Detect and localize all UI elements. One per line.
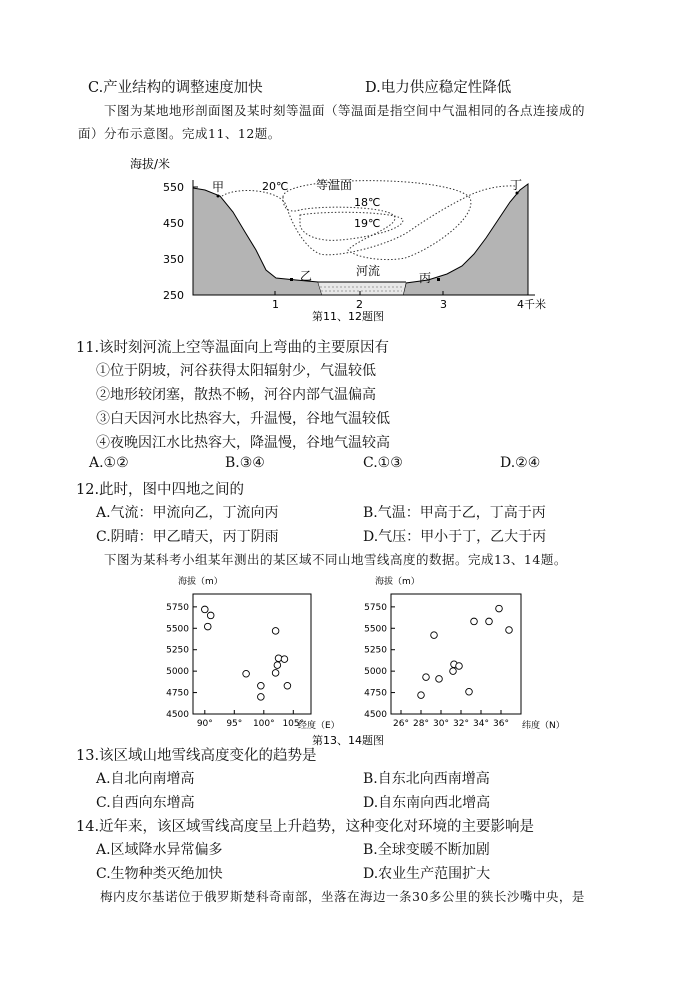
y-tick-label: 5250	[166, 645, 189, 656]
y-tick-label: 4500	[166, 710, 189, 720]
q13-option-c: C.自西向东增高	[96, 795, 195, 811]
isotherm-title-label: 等温面	[316, 178, 353, 192]
q11-option-d: D.②④	[500, 455, 541, 471]
point-bing-marker	[437, 278, 440, 281]
right-chart-xlabel: 纬度（N）	[522, 721, 565, 731]
option-c-prev: C.产业结构的调整速度加快	[88, 80, 263, 96]
y-tick-label: 550	[163, 181, 184, 194]
x-tick-label: 28°	[413, 719, 429, 729]
figure-2-caption: 第13、14题图	[312, 734, 384, 747]
q14-option-b: B.全球变暖不断加剧	[363, 842, 490, 858]
left-chart-ylabel: 海拔（m）	[178, 577, 223, 587]
y-tick-label: 450	[163, 217, 184, 230]
scatter-point	[456, 663, 463, 670]
question-11-stem: 11.该时刻河流上空等温面向上弯曲的主要原因有	[76, 340, 390, 356]
y-tick-label: 5000	[364, 667, 387, 678]
q13-option-b: B.自东北向西南增高	[363, 771, 490, 787]
point-ding-marker	[516, 192, 519, 195]
scatter-point	[258, 694, 265, 701]
scatter-point	[272, 670, 279, 677]
option-d-prev: D.电力供应稳定性降低	[365, 80, 512, 96]
right-chart-marks	[364, 603, 512, 729]
y-axis-label: 海拔/米	[130, 157, 171, 171]
scatter-point	[450, 668, 457, 675]
left-chart-marks	[166, 603, 304, 729]
q12-option-c: C.阴晴：甲乙晴天，丙丁阴雨	[96, 529, 279, 545]
scatter-point	[486, 618, 493, 625]
x-tick-label: 4千米	[517, 298, 546, 311]
y-tick-label: 350	[163, 253, 184, 266]
scatter-point	[258, 682, 265, 689]
scatter-point	[496, 605, 503, 612]
y-tick-label: 5750	[364, 602, 387, 613]
point-ding-label: 丁	[510, 178, 523, 192]
scatter-point	[274, 662, 281, 669]
y-tick-label: 4750	[364, 688, 387, 699]
question-14-stem: 14.近年来，该区域雪线高度呈上升趋势，这种变化对环境的主要影响是	[76, 819, 535, 835]
y-tick-label: 4500	[364, 710, 387, 720]
q14-option-d: D.农业生产范围扩大	[363, 866, 491, 882]
snowline-scatter-figure	[150, 568, 570, 750]
q13-option-a: A.自北向南增高	[96, 771, 195, 787]
scatter-point	[281, 656, 288, 663]
x-tick-label: 95°	[226, 719, 243, 729]
scatter-point	[204, 623, 211, 630]
x-tick-label: 100°	[252, 719, 275, 729]
q11-item-1: ①位于阴坡，河谷获得太阳辐射少，气温较低	[96, 363, 376, 379]
river-label: 河流	[356, 264, 381, 278]
x-tick-label: 3	[440, 298, 447, 311]
x-tick-label: 36°	[493, 719, 509, 729]
x-tick-label: 1	[272, 298, 279, 311]
q11-item-3: ③白天因河水比热容大，升温慢，谷地气温较低	[96, 411, 390, 427]
question-12-stem: 12.此时，图中四地之间的	[76, 482, 245, 498]
x-tick-label: 90°	[196, 719, 213, 729]
q14-option-c: C.生物种类灭绝加快	[96, 866, 223, 882]
y-tick-label: 5000	[166, 667, 189, 678]
scatter-point	[207, 612, 214, 619]
right-chart-ylabel: 海拔（m）	[375, 577, 420, 587]
isotherm-20-label: 20℃	[262, 180, 289, 193]
scatter-point	[418, 692, 425, 699]
isotherm-18-label: 18℃	[354, 196, 381, 209]
right-chart-frame	[391, 594, 521, 714]
q11-item-2: ②地形较闭塞，散热不畅，河谷内部气温偏高	[96, 387, 376, 403]
scatter-point	[506, 627, 513, 634]
q12-option-a: A.气流：甲流向乙，丁流向丙	[96, 505, 279, 521]
scatter-point	[243, 670, 250, 677]
scatter-point	[272, 628, 279, 635]
isotherm-19-label: 19℃	[354, 217, 381, 230]
q11-option-b: B.③④	[225, 455, 265, 471]
q12-option-d: D.气压：甲小于丁，乙大于丙	[363, 529, 547, 545]
x-tick-label: 34°	[473, 719, 489, 729]
point-bing-label: 丙	[419, 271, 432, 285]
question-13-stem: 13.该区域山地雪线高度变化的趋势是	[76, 748, 317, 764]
figure-1-caption: 第11、12题图	[312, 310, 384, 323]
q13-option-d: D.自东南向西北增高	[363, 795, 491, 811]
intro-text-1b: 面）分布示意图。完成11、12题。	[78, 126, 281, 141]
intro-text-1: 下图为某地地形剖面图及某时刻等温面（等温面是指空间中气温相同的各点连接成的	[104, 103, 586, 118]
scatter-point	[284, 682, 291, 689]
x-tick-label: 105°	[282, 719, 305, 729]
y-tick-label: 5750	[166, 602, 189, 613]
river-channel	[318, 282, 406, 295]
q11-option-c: C.①③	[363, 455, 403, 471]
q12-option-b: B.气温：甲高于乙，丁高于丙	[363, 505, 546, 521]
x-tick-label: 26°	[393, 719, 409, 729]
intro-text-2: 下图为某科考小组某年测出的某区域不同山地雪线高度的数据。完成13、14题。	[104, 552, 567, 567]
passage-next: 梅内皮尔基诺位于俄罗斯楚科奇南部，坐落在海边一条30多公里的狭长沙嘴中央，是	[100, 889, 585, 904]
scatter-point	[431, 632, 438, 639]
q11-item-4: ④夜晚因江水比热容大，降温慢，谷地气温较高	[96, 435, 390, 451]
point-yi-marker	[290, 278, 293, 281]
y-tick-label: 5500	[364, 624, 387, 635]
x-tick-label: 2	[356, 298, 363, 311]
scatter-point	[466, 688, 473, 695]
y-tick-label: 5500	[166, 624, 189, 635]
point-yi-label: 乙	[300, 269, 313, 283]
left-chart-xlabel: 经度（E）	[298, 721, 340, 731]
scatter-point	[202, 606, 209, 613]
x-tick-label: 32°	[453, 719, 469, 729]
scatter-point	[423, 674, 430, 681]
point-jia-marker	[217, 195, 220, 198]
q11-option-a: A.①②	[89, 455, 129, 471]
y-tick-label: 4750	[166, 688, 189, 699]
scatter-point	[436, 676, 443, 683]
y-tick-label: 5250	[364, 645, 387, 656]
q14-option-a: A.区域降水异常偏多	[96, 842, 223, 858]
terrain-profile-figure	[110, 152, 580, 324]
y-tick-label: 250	[163, 289, 184, 302]
scatter-point	[471, 618, 478, 625]
x-tick-label: 30°	[433, 719, 449, 729]
point-jia-label: 甲	[212, 180, 225, 194]
